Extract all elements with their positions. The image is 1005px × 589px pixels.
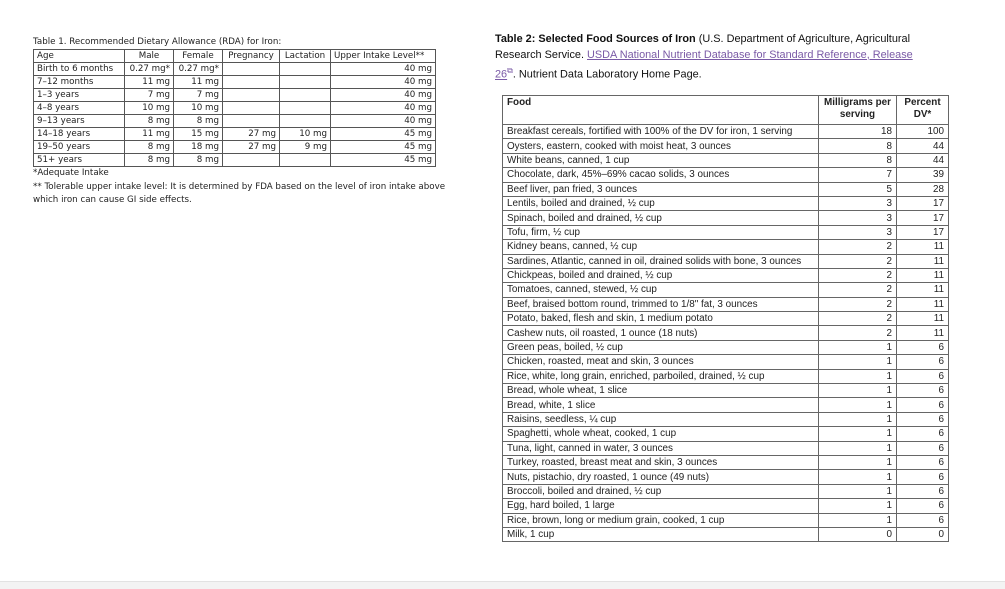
table2-cell-food: Beef liver, pan fried, 3 ounces — [503, 182, 819, 196]
table2-cell-percent-dv: 39 — [897, 168, 949, 182]
table2-cell-food: Chocolate, dark, 45%–69% cacao solids, 3 ounces — [503, 168, 819, 182]
table2-cell-percent-dv: 11 — [897, 254, 949, 268]
table2-cell-milligrams: 5 — [819, 182, 897, 196]
table1-header-row — [34, 50, 436, 63]
bottom-scroll-bar — [0, 581, 1005, 589]
table1-row — [34, 76, 436, 89]
table1-cell-upper-intake: 40 mg — [331, 63, 436, 76]
table1-cell-upper-intake: 40 mg — [331, 89, 436, 102]
table2-cell-milligrams: 2 — [819, 254, 897, 268]
table1-cell-pregnancy — [223, 102, 280, 115]
table2-cell-percent-dv: 6 — [897, 384, 949, 398]
table1-cell-pregnancy — [223, 63, 280, 76]
table2-cell-percent-dv: 17 — [897, 196, 949, 210]
table2-row — [503, 326, 949, 340]
table1-cell-female: 7 mg — [174, 89, 223, 102]
table2-row — [503, 384, 949, 398]
table2-cell-milligrams: 1 — [819, 340, 897, 354]
table2-cell-food: Oysters, eastern, cooked with moist heat, 3 ounces — [503, 139, 819, 153]
table1-cell-age: 7–12 months — [34, 76, 125, 89]
table1-header-age: Age — [34, 50, 125, 63]
table2-cell-food: Nuts, pistachio, dry roasted, 1 ounce (49 nuts) — [503, 470, 819, 484]
table1-cell-lactation — [280, 76, 331, 89]
table1-cell-lactation: 9 mg — [280, 141, 331, 154]
table2-row — [503, 225, 949, 239]
table2-cell-milligrams: 1 — [819, 470, 897, 484]
table1-header-lactation: Lactation — [280, 50, 331, 63]
table2-row — [503, 182, 949, 196]
table2-row — [503, 153, 949, 167]
table2-row — [503, 297, 949, 311]
table2-cell-milligrams: 1 — [819, 384, 897, 398]
food-sources-iron-table — [502, 95, 949, 542]
table2-cell-percent-dv: 6 — [897, 398, 949, 412]
table1-cell-female: 8 mg — [174, 154, 223, 167]
table1-cell-pregnancy — [223, 76, 280, 89]
table2-cell-food: Raisins, seedless, ¼ cup — [503, 412, 819, 426]
table2-row — [503, 441, 949, 455]
table1-cell-lactation — [280, 154, 331, 167]
table1-header-upper-intake: Upper Intake Level** — [331, 50, 436, 63]
table2-cell-milligrams: 1 — [819, 355, 897, 369]
table2-row — [503, 240, 949, 254]
table2-row — [503, 427, 949, 441]
table2-header-row — [503, 96, 949, 125]
table2-cell-percent-dv: 6 — [897, 355, 949, 369]
table2-cell-food: Tofu, firm, ½ cup — [503, 225, 819, 239]
table2-cell-milligrams: 1 — [819, 441, 897, 455]
table2-row — [503, 455, 949, 469]
table2-cell-milligrams: 1 — [819, 369, 897, 383]
rda-iron-table — [33, 49, 436, 167]
table1-cell-age: 1–3 years — [34, 89, 125, 102]
table2-cell-percent-dv: 6 — [897, 499, 949, 513]
table1-cell-female: 8 mg — [174, 115, 223, 128]
table2-cell-milligrams: 1 — [819, 398, 897, 412]
table1-cell-pregnancy — [223, 115, 280, 128]
table2-cell-food: Tomatoes, canned, stewed, ½ cup — [503, 283, 819, 297]
table2-cell-food: Milk, 1 cup — [503, 527, 819, 541]
table2-row — [503, 470, 949, 484]
table2-row — [503, 196, 949, 210]
table2-body — [503, 125, 949, 542]
table1-cell-age: Birth to 6 months — [34, 63, 125, 76]
table2-cell-milligrams: 1 — [819, 455, 897, 469]
table2-cell-milligrams: 8 — [819, 139, 897, 153]
table2-cell-milligrams: 18 — [819, 125, 897, 139]
table2-cell-percent-dv: 11 — [897, 268, 949, 282]
table1-cell-male: 8 mg — [125, 154, 174, 167]
table1-row — [34, 102, 436, 115]
table2-cell-food: Beef, braised bottom round, trimmed to 1/8" fat, 3 ounces — [503, 297, 819, 311]
table2-cell-food: Bread, white, 1 slice — [503, 398, 819, 412]
table2-cell-milligrams: 2 — [819, 240, 897, 254]
table2-title-bold: Table 2: Selected Food Sources of Iron — [495, 33, 696, 45]
table2-cell-food: Spaghetti, whole wheat, cooked, 1 cup — [503, 427, 819, 441]
table2-cell-milligrams: 1 — [819, 484, 897, 498]
table2-cell-food: Lentils, boiled and drained, ½ cup — [503, 196, 819, 210]
table1-cell-upper-intake: 45 mg — [331, 128, 436, 141]
table2-row — [503, 340, 949, 354]
table2-cell-milligrams: 2 — [819, 312, 897, 326]
table1-header-male: Male — [125, 50, 174, 63]
table1-body — [34, 63, 436, 167]
table1-cell-female: 0.27 mg* — [174, 63, 223, 76]
table2-row — [503, 369, 949, 383]
table2-cell-food: Cashew nuts, oil roasted, 1 ounce (18 nuts) — [503, 326, 819, 340]
table2-row — [503, 283, 949, 297]
table1-cell-male: 8 mg — [125, 141, 174, 154]
table2-cell-percent-dv: 11 — [897, 240, 949, 254]
table2-cell-food: Egg, hard boiled, 1 large — [503, 499, 819, 513]
table1-cell-age: 9–13 years — [34, 115, 125, 128]
table1-row — [34, 63, 436, 76]
table1-row — [34, 115, 436, 128]
table2-cell-food: Green peas, boiled, ½ cup — [503, 340, 819, 354]
table2-cell-food: Bread, whole wheat, 1 slice — [503, 384, 819, 398]
usda-database-link[interactable]: USDA National Nutrient Database for Standard Reference, Release 26 — [495, 48, 913, 81]
table1-cell-upper-intake: 40 mg — [331, 115, 436, 128]
table2-cell-percent-dv: 6 — [897, 455, 949, 469]
table1-cell-female: 11 mg — [174, 76, 223, 89]
table1-cell-upper-intake: 40 mg — [331, 76, 436, 89]
table2-cell-milligrams: 1 — [819, 412, 897, 426]
table2-title-source: (U.S. Department of Agriculture, Agricultural Research Service. — [495, 33, 910, 61]
table1-cell-female: 10 mg — [174, 102, 223, 115]
table2-cell-percent-dv: 6 — [897, 441, 949, 455]
table1-cell-upper-intake: 40 mg — [331, 102, 436, 115]
table2-cell-milligrams: 1 — [819, 513, 897, 527]
table2-row — [503, 125, 949, 139]
table2-cell-milligrams: 3 — [819, 211, 897, 225]
table2-row — [503, 312, 949, 326]
table2-cell-percent-dv: 6 — [897, 513, 949, 527]
table2-row — [503, 268, 949, 282]
table1-row — [34, 141, 436, 154]
table2-cell-food: Tuna, light, canned in water, 3 ounces — [503, 441, 819, 455]
table2-row — [503, 254, 949, 268]
table1-cell-male: 11 mg — [125, 128, 174, 141]
table2-row — [503, 499, 949, 513]
table2-cell-percent-dv: 6 — [897, 484, 949, 498]
table1-footnote-upper-intake: ** Tolerable upper intake level: It is determined by FDA based on the level of iron intake above which iron can cause GI side effects. — [33, 182, 446, 205]
table2-cell-milligrams: 8 — [819, 153, 897, 167]
table2-cell-milligrams: 2 — [819, 326, 897, 340]
table1-cell-age: 4–8 years — [34, 102, 125, 115]
table1-cell-male: 11 mg — [125, 76, 174, 89]
table2-cell-percent-dv: 6 — [897, 340, 949, 354]
table2-cell-percent-dv: 6 — [897, 427, 949, 441]
table2-cell-food: Broccoli, boiled and drained, ½ cup — [503, 484, 819, 498]
table2-cell-percent-dv: 6 — [897, 369, 949, 383]
table2-row — [503, 211, 949, 225]
table2-row — [503, 398, 949, 412]
table2-cell-percent-dv: 6 — [897, 470, 949, 484]
table2-cell-milligrams: 1 — [819, 499, 897, 513]
table1-cell-age: 51+ years — [34, 154, 125, 167]
table1-cell-age: 14–18 years — [34, 128, 125, 141]
table2-header-percent-dv: Percent DV* — [897, 96, 949, 125]
table2-title — [495, 32, 935, 83]
table1-cell-upper-intake: 45 mg — [331, 154, 436, 167]
table1-caption: Table 1. Recommended Dietary Allowance (RDA) for Iron: — [33, 37, 282, 47]
table1-cell-pregnancy — [223, 154, 280, 167]
table2-cell-food: Breakfast cereals, fortified with 100% of the DV for iron, 1 serving — [503, 125, 819, 139]
table1-cell-lactation — [280, 115, 331, 128]
table1-cell-male: 8 mg — [125, 115, 174, 128]
table2-row — [503, 513, 949, 527]
table2-cell-food: Chickpeas, boiled and drained, ½ cup — [503, 268, 819, 282]
table1-cell-female: 18 mg — [174, 141, 223, 154]
table2-cell-milligrams: 7 — [819, 168, 897, 182]
table2-cell-milligrams: 3 — [819, 225, 897, 239]
table2-row — [503, 412, 949, 426]
table2-cell-percent-dv: 28 — [897, 182, 949, 196]
table1-cell-age: 19–50 years — [34, 141, 125, 154]
table2-row — [503, 527, 949, 541]
table2-cell-percent-dv: 11 — [897, 283, 949, 297]
table1-row — [34, 128, 436, 141]
table1-cell-female: 15 mg — [174, 128, 223, 141]
table2-cell-milligrams: 2 — [819, 297, 897, 311]
table1-cell-male: 10 mg — [125, 102, 174, 115]
table2-row — [503, 168, 949, 182]
table1-row — [34, 154, 436, 167]
table2-cell-food: Spinach, boiled and drained, ½ cup — [503, 211, 819, 225]
table2-cell-food: Chicken, roasted, meat and skin, 3 ounces — [503, 355, 819, 369]
table2-header-food: Food — [503, 96, 819, 125]
table2-cell-milligrams: 1 — [819, 427, 897, 441]
table2-row — [503, 484, 949, 498]
table2-row — [503, 139, 949, 153]
table1-cell-male: 0.27 mg* — [125, 63, 174, 76]
table2-cell-milligrams: 3 — [819, 196, 897, 210]
table2-title-tail: . Nutrient Data Laboratory Home Page. — [512, 68, 702, 81]
table2-cell-milligrams: 0 — [819, 527, 897, 541]
table1-cell-lactation — [280, 89, 331, 102]
table2-row — [503, 355, 949, 369]
table2-cell-percent-dv: 11 — [897, 326, 949, 340]
table2-cell-food: Rice, white, long grain, enriched, parboiled, drained, ½ cup — [503, 369, 819, 383]
table1-cell-pregnancy: 27 mg — [223, 141, 280, 154]
table2-cell-food: Potato, baked, flesh and skin, 1 medium potato — [503, 312, 819, 326]
table2-cell-milligrams: 2 — [819, 268, 897, 282]
table1-cell-lactation — [280, 63, 331, 76]
table2-cell-food: White beans, canned, 1 cup — [503, 153, 819, 167]
table1-header-pregnancy: Pregnancy — [223, 50, 280, 63]
table2-cell-food: Sardines, Atlantic, canned in oil, drained solids with bone, 3 ounces — [503, 254, 819, 268]
table1-cell-upper-intake: 45 mg — [331, 141, 436, 154]
table2-cell-food: Rice, brown, long or medium grain, cooked, 1 cup — [503, 513, 819, 527]
table1-footnote-adequate-intake: *Adequate Intake — [33, 168, 109, 178]
table1-cell-pregnancy: 27 mg — [223, 128, 280, 141]
table2-cell-milligrams: 2 — [819, 283, 897, 297]
table1-cell-pregnancy — [223, 89, 280, 102]
table1-header-female: Female — [174, 50, 223, 63]
table1-cell-male: 7 mg — [125, 89, 174, 102]
table2-cell-percent-dv: 6 — [897, 412, 949, 426]
table2-cell-percent-dv: 17 — [897, 225, 949, 239]
table1-cell-lactation: 10 mg — [280, 128, 331, 141]
external-link-icon[interactable]: ⧉ — [507, 66, 513, 75]
table2-cell-percent-dv: 44 — [897, 139, 949, 153]
table2-cell-food: Turkey, roasted, breast meat and skin, 3 ounces — [503, 455, 819, 469]
table2-header-milligrams: Milligrams per serving — [819, 96, 897, 125]
table2-cell-percent-dv: 17 — [897, 211, 949, 225]
table2-cell-percent-dv: 100 — [897, 125, 949, 139]
table2-cell-percent-dv: 11 — [897, 297, 949, 311]
table2-cell-percent-dv: 0 — [897, 527, 949, 541]
table2-cell-food: Kidney beans, canned, ½ cup — [503, 240, 819, 254]
rda-iron-section — [33, 36, 463, 207]
table1-row — [34, 89, 436, 102]
table1-cell-lactation — [280, 102, 331, 115]
table2-cell-percent-dv: 44 — [897, 153, 949, 167]
table2-cell-percent-dv: 11 — [897, 312, 949, 326]
